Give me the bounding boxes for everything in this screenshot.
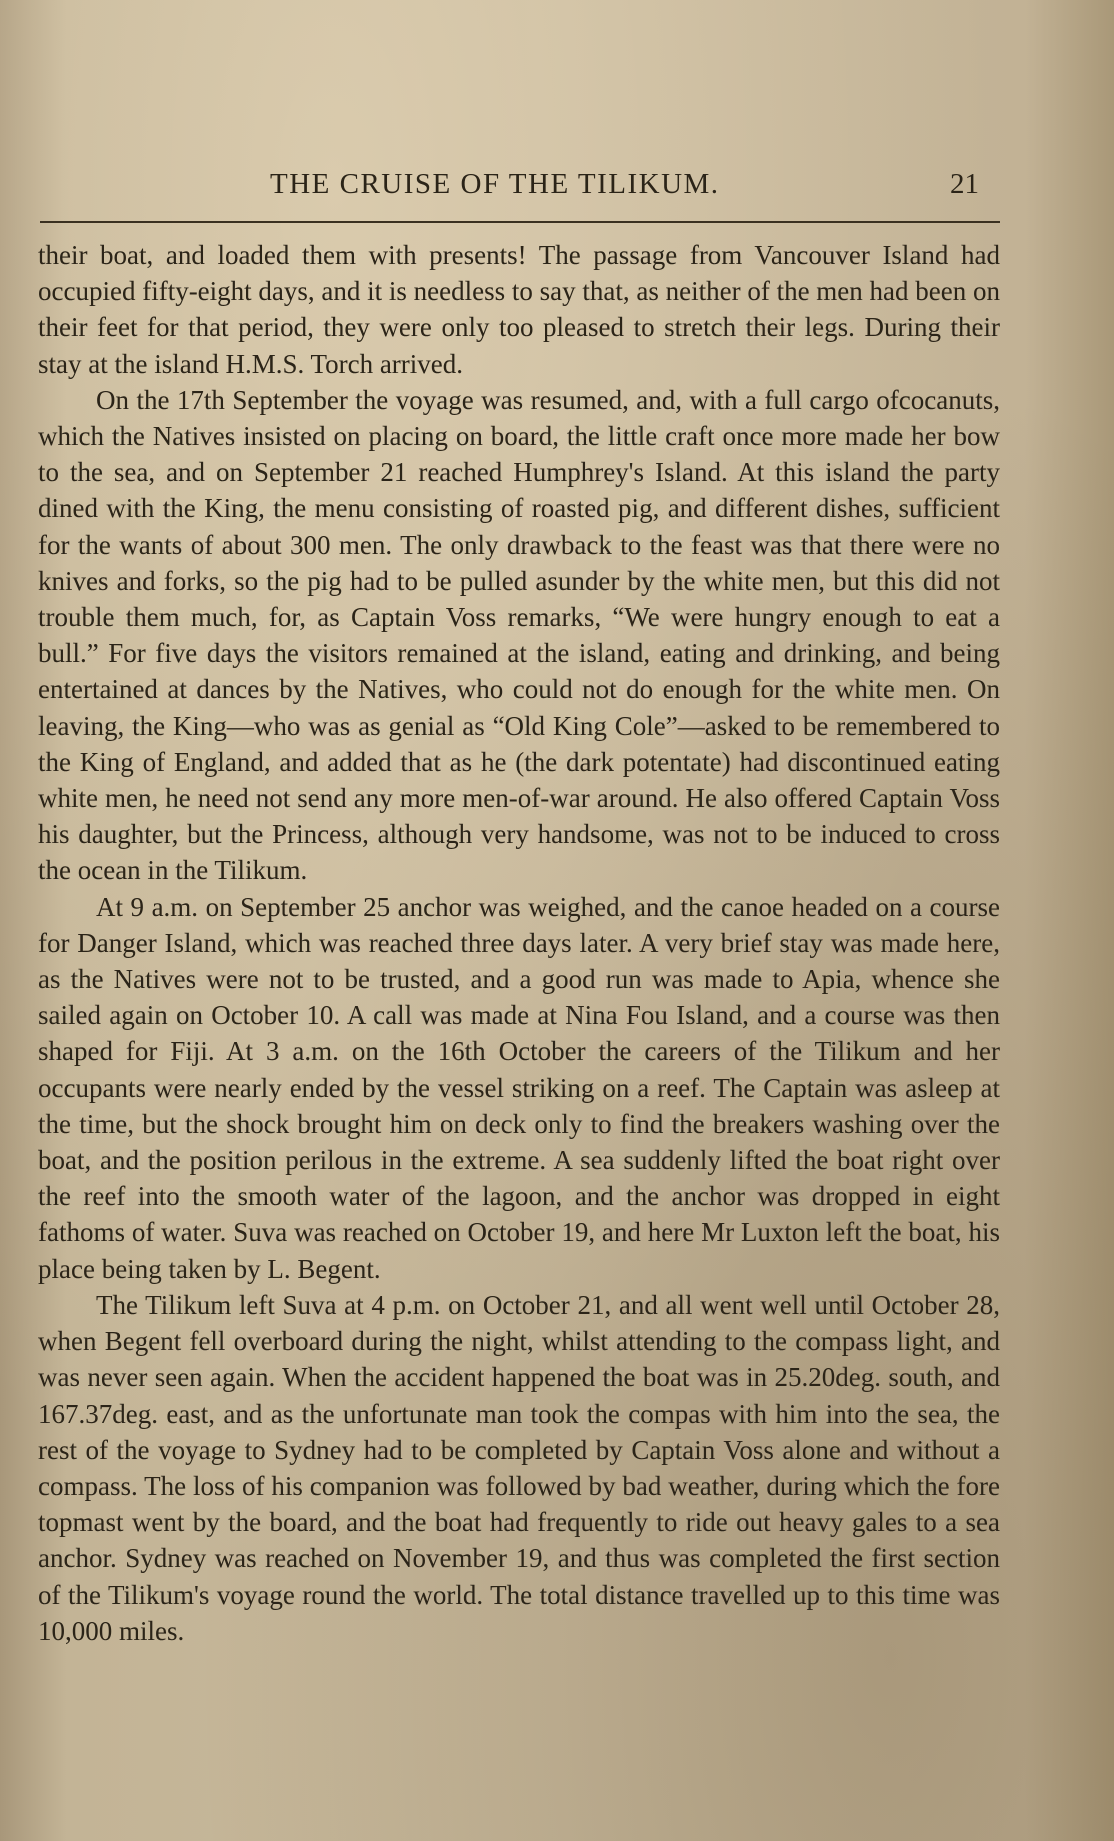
running-title: THE CRUISE OF THE TILIKUM. (270, 168, 720, 200)
header-rule (40, 221, 1000, 223)
page-number: 21 (950, 168, 979, 200)
paragraph-3: At 9 a.m. on September 25 anchor was weighed, and the canoe headed on a course for Danger Island, which was reached three days later. A very brief stay was made here, as the Natives were not to be trusted, and a good run was made to Apia, whence she sailed again on October 10. A call was made at Nina Fou Island, and a course was then shaped for Fiji. At 3 a.m. on the 16th October the careers of the Tilikum and her occupants were nearly ended by the vessel striking on a reef. The Captain was asleep at the time, but the shock brought him on deck only to find the breakers washing over the boat, and the position perilous in the extreme. A sea suddenly lifted the boat right over the reef into the smooth water of the lagoon, and the anchor was dropped in eight fathoms of water. Suva was reached on October 19, and here Mr Luxton left the boat, his place being taken by L. Begent. (38, 891, 1000, 1284)
paragraph-2: On the 17th September the voyage was resumed, and, with a full cargo ofcocanuts, which the Natives insisted on placing on board, the little craft once more made her bow to the sea, and on September 21 reached Humphrey's Island. At this island the party dined with the King, the menu consisting of roasted pig, and different dishes, sufficient for the wants of about 300 men. The only drawback to the feast was that there were no knives and forks, so the pig had to be pulled asunder by the white men, but this did not trouble them much, for, as Captain Voss remarks, “We were hungry enough to eat a bull.” For five days the visitors remained at the island, eating and drinking, and being entertained at dances by the Natives, who could not do enough for the white men. On leaving, the King—who was as genial as “Old King Cole”—asked to be remembered to the King of England, and added that as he (the dark potentate) had discontinued eating white men, he need not send any more men-of-war around. He also offered Captain Voss his daughter, but the Princess, although very handsome, was not to be induced to cross the ocean in the Tilikum. (38, 384, 1000, 886)
paragraph-1: their boat, and loaded them with presents! The passage from Vancouver Island had occupied fifty-eight days, and it is needless to say that, as neither of the men had been on their feet for that period, they were only too pleased to stretch their legs. During their stay at the island H.M.S. Torch arrived. (38, 240, 1000, 379)
body-text (38, 237, 1000, 1649)
page-header (40, 168, 1000, 216)
paragraph-4: The Tilikum left Suva at 4 p.m. on October 21, and all went well until October 28, when Begent fell overboard during the night, whilst attending to the compass light, and was never seen again. When the accident happened the boat was in 25.20deg. south, and 167.37deg. east, and as the unfortunate man took the compas with him into the sea, the rest of the voyage to Sydney had to be completed by Captain Voss alone and without a compass. The loss of his companion was followed by bad weather, during which the fore topmast went by the board, and the boat had frequently to ride out heavy gales to a sea anchor. Sydney was reached on November 19, and thus was completed the first section of the Tilikum's voyage round the world. The total distance travelled up to this time was 10,000 miles. (38, 1289, 1000, 1646)
